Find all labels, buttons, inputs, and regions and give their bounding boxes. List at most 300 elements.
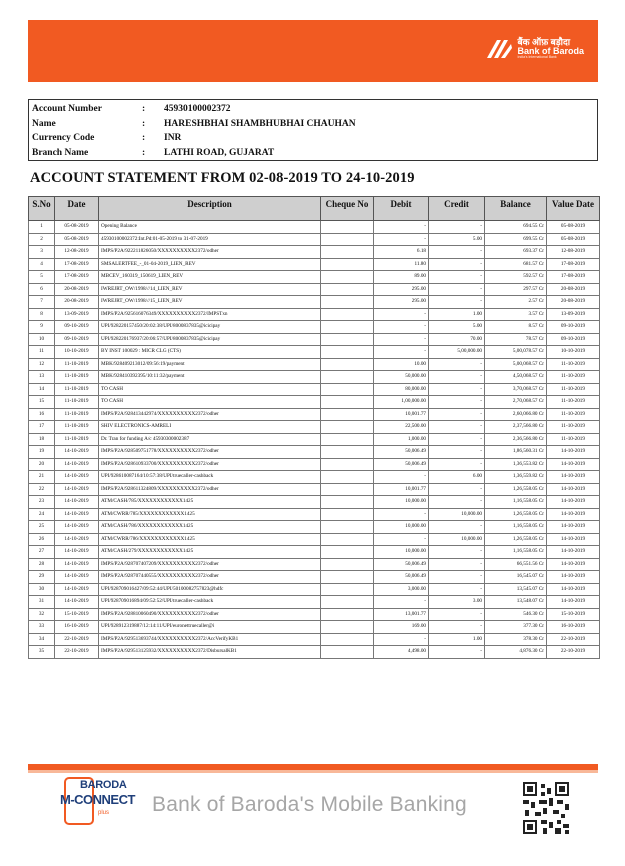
cell-cheque-no	[321, 233, 374, 246]
colon: :	[142, 118, 146, 129]
bank-tagline: India's International Bank	[517, 55, 557, 60]
cell-balance: 3.57 Cr	[485, 308, 547, 321]
cell-date: 11-10-2019	[55, 421, 99, 434]
cell-date: 14-10-2019	[55, 471, 99, 484]
cell-sno: 27	[29, 546, 55, 559]
table-row	[29, 408, 600, 421]
cell-value-date: 11-10-2019	[547, 371, 600, 384]
cell-cheque-no	[321, 271, 374, 284]
account-number-value: 45930100002372	[164, 104, 231, 115]
cell-sno: 31	[29, 596, 55, 609]
cell-debit: 10,001.77	[374, 483, 429, 496]
cell-description: IMPS/P2A/928810060490/XXXXXXXXXX2372/odher	[99, 608, 321, 621]
cell-value-date: 09-10-2019	[547, 333, 600, 346]
header-value-date: Value Date	[547, 197, 600, 221]
cell-value-date: 14-10-2019	[547, 446, 600, 459]
cell-date: 05-08-2019	[55, 233, 99, 246]
cell-description: IMPS/P2A/925616076349/XXXXXXXXXX2372/IMPSTxn	[99, 308, 321, 321]
cell-date: 14-10-2019	[55, 596, 99, 609]
cell-balance: 1,26,558.05 Cr	[485, 483, 547, 496]
cell-date: 14-10-2019	[55, 521, 99, 534]
cell-credit: 1.00	[429, 633, 485, 646]
table-row	[29, 446, 600, 459]
table-row	[29, 371, 600, 384]
cell-cheque-no	[321, 296, 374, 309]
table-header-row	[29, 197, 600, 221]
cell-cheque-no	[321, 421, 374, 434]
table-row	[29, 458, 600, 471]
cell-sno: 14	[29, 383, 55, 396]
header-sno: S.No	[29, 197, 55, 221]
cell-credit: 10,000.00	[429, 508, 485, 521]
cell-date: 11-10-2019	[55, 433, 99, 446]
cell-description: UPI/928610087164/10:57:38/UPI/truecaller-cashback	[99, 471, 321, 484]
cell-credit: -	[429, 221, 485, 234]
cell-debit: 50,006.49	[374, 446, 429, 459]
cell-date: 16-10-2019	[55, 621, 99, 634]
cell-date: 09-10-2019	[55, 333, 99, 346]
cell-date: 13-09-2019	[55, 308, 99, 321]
cell-sno: 24	[29, 508, 55, 521]
cell-balance: 2,37,566.80 Cr	[485, 421, 547, 434]
cell-cheque-no	[321, 383, 374, 396]
cell-cheque-no	[321, 496, 374, 509]
cell-balance: 297.57 Cr	[485, 283, 547, 296]
cell-date: 12-08-2019	[55, 246, 99, 259]
cell-sno: 4	[29, 258, 55, 271]
branch-name-label: Branch Name	[32, 147, 89, 158]
table-row	[29, 258, 600, 271]
statement-title: ACCOUNT STATEMENT FROM 02-08-2019 TO 24-10-2019	[30, 170, 415, 186]
cell-cheque-no	[321, 571, 374, 584]
cell-balance: 3,70,068.57 Cr	[485, 383, 547, 396]
cell-balance: 1,86,560.31 Cr	[485, 446, 547, 459]
header-date: Date	[55, 197, 99, 221]
cell-credit: -	[429, 571, 485, 584]
cell-credit: -	[429, 521, 485, 534]
cell-description: IMPS/P2A/928611324809/XXXXXXXXXX2372/odher	[99, 483, 321, 496]
cell-sno: 29	[29, 571, 55, 584]
cell-credit: 10,000.00	[429, 533, 485, 546]
cell-cheque-no	[321, 583, 374, 596]
cell-cheque-no	[321, 508, 374, 521]
cell-cheque-no	[321, 533, 374, 546]
header-credit: Credit	[429, 197, 485, 221]
cell-debit: 10.00	[374, 358, 429, 371]
cell-description: UPI/928220157450/20:02:38/UPI/8000837835@icicipay	[99, 321, 321, 334]
cell-credit: -	[429, 608, 485, 621]
cell-value-date: 11-10-2019	[547, 396, 600, 409]
cell-credit: 5.00	[429, 233, 485, 246]
cell-value-date: 14-10-2019	[547, 458, 600, 471]
cell-sno: 5	[29, 271, 55, 284]
cell-description: ATM/CWRR/786/XXXXXXXXXXXX1425	[99, 533, 321, 546]
cell-debit: 295.00	[374, 283, 429, 296]
cell-value-date: 14-10-2019	[547, 596, 600, 609]
cell-date: 05-08-2019	[55, 221, 99, 234]
cell-balance: 694.55 Cr	[485, 221, 547, 234]
cell-debit: 10,001.77	[374, 408, 429, 421]
bank-name-english: Bank of Baroda	[517, 46, 584, 57]
cell-cheque-no	[321, 246, 374, 259]
cell-debit: 6.18	[374, 246, 429, 259]
cell-balance: 2,60,066.80 Cr	[485, 408, 547, 421]
cell-sno: 6	[29, 283, 55, 296]
cell-debit: 4,498.00	[374, 646, 429, 659]
cell-sno: 23	[29, 496, 55, 509]
cell-debit: 50,006.49	[374, 458, 429, 471]
table-row	[29, 521, 600, 534]
cell-debit: 13,001.77	[374, 608, 429, 621]
cell-cheque-no	[321, 446, 374, 459]
cell-cheque-no	[321, 221, 374, 234]
cell-date: 11-10-2019	[55, 396, 99, 409]
cell-value-date: 11-10-2019	[547, 421, 600, 434]
cell-description: UPI/928709016427/09:52:44/UPI/50100082757823@hdfc	[99, 583, 321, 596]
cell-cheque-no	[321, 358, 374, 371]
table-row	[29, 583, 600, 596]
cell-date: 11-10-2019	[55, 408, 99, 421]
table-row	[29, 558, 600, 571]
cell-credit: -	[429, 358, 485, 371]
cell-credit: -	[429, 383, 485, 396]
footer-divider	[28, 764, 598, 770]
cell-value-date: 17-08-2019	[547, 271, 600, 284]
cell-value-date: 05-08-2019	[547, 233, 600, 246]
cell-balance: 13,548.07 Cr	[485, 596, 547, 609]
cell-description: IMPS/P2A/928509751778/XXXXXXXXXX2372/odher	[99, 446, 321, 459]
cell-sno: 18	[29, 433, 55, 446]
account-number-label: Account Number	[32, 104, 102, 115]
cell-date: 14-10-2019	[55, 583, 99, 596]
currency-code-row	[32, 131, 594, 146]
cell-value-date: 14-10-2019	[547, 533, 600, 546]
currency-code-label: Currency Code	[32, 133, 95, 144]
cell-balance: 378.30 Cr	[485, 633, 547, 646]
table-row	[29, 271, 600, 284]
table-row	[29, 433, 600, 446]
cell-credit: -	[429, 558, 485, 571]
cell-sno: 15	[29, 396, 55, 409]
cell-credit: -	[429, 371, 485, 384]
cell-debit: 295.00	[374, 296, 429, 309]
currency-code-value: INR	[164, 133, 182, 144]
cell-date: 14-10-2019	[55, 546, 99, 559]
table-row	[29, 421, 600, 434]
cell-credit: -	[429, 546, 485, 559]
cell-value-date: 22-10-2019	[547, 646, 600, 659]
colon: :	[142, 133, 146, 144]
branch-name-value: LATHI ROAD, GUJARAT	[164, 147, 275, 158]
cell-balance: 5,00,078.57 Cr	[485, 346, 547, 359]
cell-sno: 33	[29, 621, 55, 634]
table-row	[29, 321, 600, 334]
cell-sno: 1	[29, 221, 55, 234]
cell-debit: 50,006.49	[374, 571, 429, 584]
cell-value-date: 16-10-2019	[547, 621, 600, 634]
cell-cheque-no	[321, 433, 374, 446]
cell-description: TO CASH	[99, 396, 321, 409]
cell-description: UPI/928220176937/20:06:57/UPI/8000837835@icicipay	[99, 333, 321, 346]
cell-date: 17-08-2019	[55, 258, 99, 271]
account-info-box	[28, 99, 598, 161]
cell-description: IMPS/P2A/922211826050/XXXXXXXXXX2372/odher	[99, 246, 321, 259]
mconnect-logo	[58, 777, 135, 833]
cell-value-date: 11-10-2019	[547, 383, 600, 396]
cell-sno: 20	[29, 458, 55, 471]
cell-credit: -	[429, 458, 485, 471]
cell-balance: 377.30 Cr	[485, 621, 547, 634]
cell-date: 11-10-2019	[55, 358, 99, 371]
cell-description: MBCEV_160319_150619_LIEN_REV	[99, 271, 321, 284]
cell-debit: 169.00	[374, 621, 429, 634]
cell-credit: -	[429, 496, 485, 509]
cell-date: 15-10-2019	[55, 608, 99, 621]
cell-debit: -	[374, 533, 429, 546]
cell-description: Dr. Tran for funding A/c 45930300002387	[99, 433, 321, 446]
cell-sno: 11	[29, 346, 55, 359]
cell-cheque-no	[321, 471, 374, 484]
cell-description: ATM/CWRR/785/XXXXXXXXXXXX1425	[99, 508, 321, 521]
cell-value-date: 14-10-2019	[547, 471, 600, 484]
table-row	[29, 533, 600, 546]
cell-debit: -	[374, 221, 429, 234]
cell-debit: 1,00,000.00	[374, 396, 429, 409]
cell-description: SMSALERTFEE_-_01-04-2019_LIEN_REV	[99, 258, 321, 271]
cell-debit: -	[374, 308, 429, 321]
cell-cheque-no	[321, 396, 374, 409]
cell-value-date: 09-10-2019	[547, 321, 600, 334]
cell-credit: 1.00	[429, 308, 485, 321]
cell-value-date: 22-10-2019	[547, 633, 600, 646]
header-balance: Balance	[485, 197, 547, 221]
cell-description: MBK/928410392395/10:11:32/payment	[99, 371, 321, 384]
cell-balance: 546.30 Cr	[485, 608, 547, 621]
cell-sno: 32	[29, 608, 55, 621]
cell-debit: 89.00	[374, 271, 429, 284]
table-row	[29, 646, 600, 659]
cell-description: IMPS/P2A/928610933700/XXXXXXXXXX2372/odher	[99, 458, 321, 471]
cell-value-date: 11-10-2019	[547, 408, 600, 421]
mconnect-plus-text: plus	[98, 810, 110, 816]
table-row	[29, 358, 600, 371]
colon: :	[142, 104, 146, 115]
cell-debit: 11.80	[374, 258, 429, 271]
cell-balance: 2,70,068.57 Cr	[485, 396, 547, 409]
cell-sno: 10	[29, 333, 55, 346]
cell-debit: 1,000.00	[374, 433, 429, 446]
cell-description: ATM/CASH/279/XXXXXXXXXXXX1425	[99, 546, 321, 559]
cell-sno: 17	[29, 421, 55, 434]
cell-value-date: 12-08-2019	[547, 246, 600, 259]
cell-value-date: 14-10-2019	[547, 558, 600, 571]
table-row	[29, 333, 600, 346]
cell-balance: 1,36,553.82 Cr	[485, 458, 547, 471]
cell-sno: 28	[29, 558, 55, 571]
table-row	[29, 383, 600, 396]
cell-credit: 3.00	[429, 596, 485, 609]
table-row	[29, 283, 600, 296]
account-name-label: Name	[32, 118, 56, 129]
cell-credit: -	[429, 646, 485, 659]
cell-date: 11-10-2019	[55, 383, 99, 396]
cell-sno: 34	[29, 633, 55, 646]
table-row	[29, 633, 600, 646]
cell-credit: -	[429, 296, 485, 309]
cell-credit: 70.00	[429, 333, 485, 346]
cell-date: 22-10-2019	[55, 633, 99, 646]
account-name-row	[32, 117, 594, 132]
cell-balance: 16,545.07 Cr	[485, 571, 547, 584]
cell-description: IWREJRT_OW/1998///14_LIEN_REV	[99, 283, 321, 296]
header-cheque-no: Cheque No	[321, 197, 374, 221]
table-row	[29, 308, 600, 321]
cell-description: UPI/928709016894/09:52:52/UPI/truecaller-cashback	[99, 596, 321, 609]
bank-name-hindi: बैंक ऑफ़ बड़ौदा	[517, 37, 571, 48]
footer-tagline: Bank of Baroda's Mobile Banking	[152, 793, 467, 816]
table-row	[29, 608, 600, 621]
table-row	[29, 246, 600, 259]
header-banner	[28, 20, 598, 82]
cell-value-date: 20-08-2019	[547, 283, 600, 296]
cell-debit: -	[374, 508, 429, 521]
cell-balance: 1,16,558.05 Cr	[485, 546, 547, 559]
cell-debit: -	[374, 233, 429, 246]
cell-date: 22-10-2019	[55, 646, 99, 659]
cell-value-date: 14-10-2019	[547, 521, 600, 534]
table-row	[29, 571, 600, 584]
cell-sno: 9	[29, 321, 55, 334]
cell-credit: -	[429, 421, 485, 434]
transactions-table	[28, 196, 600, 659]
table-row	[29, 496, 600, 509]
cell-debit: 22,500.00	[374, 421, 429, 434]
table-row	[29, 508, 600, 521]
cell-value-date: 13-09-2019	[547, 308, 600, 321]
cell-credit: -	[429, 396, 485, 409]
cell-description: MBK/928409213012/09:56:19/payment	[99, 358, 321, 371]
cell-credit: -	[429, 258, 485, 271]
cell-debit: 50,006.49	[374, 558, 429, 571]
cell-balance: 681.57 Cr	[485, 258, 547, 271]
cell-sno: 35	[29, 646, 55, 659]
cell-debit: 50,000.00	[374, 371, 429, 384]
cell-balance: 2,36,566.80 Cr	[485, 433, 547, 446]
cell-sno: 12	[29, 358, 55, 371]
cell-cheque-no	[321, 283, 374, 296]
cell-date: 14-10-2019	[55, 496, 99, 509]
cell-credit: 5.00	[429, 321, 485, 334]
cell-sno: 7	[29, 296, 55, 309]
cell-balance: 8.57 Cr	[485, 321, 547, 334]
cell-value-date: 05-08-2019	[547, 221, 600, 234]
colon: :	[142, 147, 146, 158]
cell-value-date: 14-10-2019	[547, 571, 600, 584]
cell-credit: -	[429, 483, 485, 496]
cell-date: 14-10-2019	[55, 458, 99, 471]
qr-code-icon	[523, 782, 569, 834]
cell-credit: -	[429, 283, 485, 296]
cell-date: 17-08-2019	[55, 271, 99, 284]
cell-date: 20-08-2019	[55, 283, 99, 296]
cell-cheque-no	[321, 596, 374, 609]
cell-cheque-no	[321, 521, 374, 534]
cell-sno: 30	[29, 583, 55, 596]
cell-value-date: 14-10-2019	[547, 508, 600, 521]
cell-cheque-no	[321, 483, 374, 496]
cell-debit: -	[374, 596, 429, 609]
cell-balance: 693.37 Cr	[485, 246, 547, 259]
cell-cheque-no	[321, 321, 374, 334]
cell-debit: -	[374, 346, 429, 359]
cell-cheque-no	[321, 346, 374, 359]
cell-cheque-no	[321, 646, 374, 659]
cell-credit: 6.00	[429, 471, 485, 484]
cell-debit: -	[374, 321, 429, 334]
cell-sno: 3	[29, 246, 55, 259]
cell-value-date: 15-10-2019	[547, 608, 600, 621]
cell-date: 14-10-2019	[55, 533, 99, 546]
cell-sno: 16	[29, 408, 55, 421]
cell-cheque-no	[321, 608, 374, 621]
cell-cheque-no	[321, 408, 374, 421]
cell-credit: 5,00,000.00	[429, 346, 485, 359]
cell-value-date: 17-08-2019	[547, 258, 600, 271]
table-row	[29, 346, 600, 359]
cell-cheque-no	[321, 558, 374, 571]
table-row	[29, 483, 600, 496]
cell-credit: -	[429, 408, 485, 421]
cell-credit: -	[429, 433, 485, 446]
cell-debit: -	[374, 471, 429, 484]
cell-sno: 13	[29, 371, 55, 384]
cell-debit: 10,000.00	[374, 496, 429, 509]
cell-date: 14-10-2019	[55, 483, 99, 496]
cell-balance: 1,16,558.05 Cr	[485, 496, 547, 509]
cell-sno: 19	[29, 446, 55, 459]
cell-date: 14-10-2019	[55, 558, 99, 571]
cell-value-date: 11-10-2019	[547, 358, 600, 371]
cell-date: 14-10-2019	[55, 446, 99, 459]
cell-balance: 1,26,558.05 Cr	[485, 508, 547, 521]
cell-description: IWREJRT_OW/1998///15_LIEN_REV	[99, 296, 321, 309]
cell-balance: 1,26,558.05 Cr	[485, 533, 547, 546]
cell-value-date: 14-10-2019	[547, 583, 600, 596]
cell-description: IMPS/P2A/928413442974/XXXXXXXXXX2372/odher	[99, 408, 321, 421]
header-description: Description	[99, 197, 321, 221]
cell-debit: -	[374, 633, 429, 646]
cell-date: 14-10-2019	[55, 508, 99, 521]
table-row	[29, 621, 600, 634]
cell-date: 20-08-2019	[55, 296, 99, 309]
cell-sno: 21	[29, 471, 55, 484]
cell-cheque-no	[321, 546, 374, 559]
cell-debit: -	[374, 333, 429, 346]
cell-value-date: 14-10-2019	[547, 546, 600, 559]
mconnect-main-text: M-CONNECT	[60, 792, 135, 807]
cell-value-date: 20-08-2019	[547, 296, 600, 309]
table-row	[29, 396, 600, 409]
cell-value-date: 10-10-2019	[547, 346, 600, 359]
cell-balance: 66,551.56 Cr	[485, 558, 547, 571]
cell-cheque-no	[321, 308, 374, 321]
account-number-row	[32, 102, 594, 117]
mconnect-top-text: BARODA	[80, 779, 127, 791]
cell-cheque-no	[321, 333, 374, 346]
cell-sno: 2	[29, 233, 55, 246]
cell-description: IMPS/P2A/929513125932/XXXXXXXXXX2372/DisbursalKB1	[99, 646, 321, 659]
cell-description: TO CASH	[99, 383, 321, 396]
